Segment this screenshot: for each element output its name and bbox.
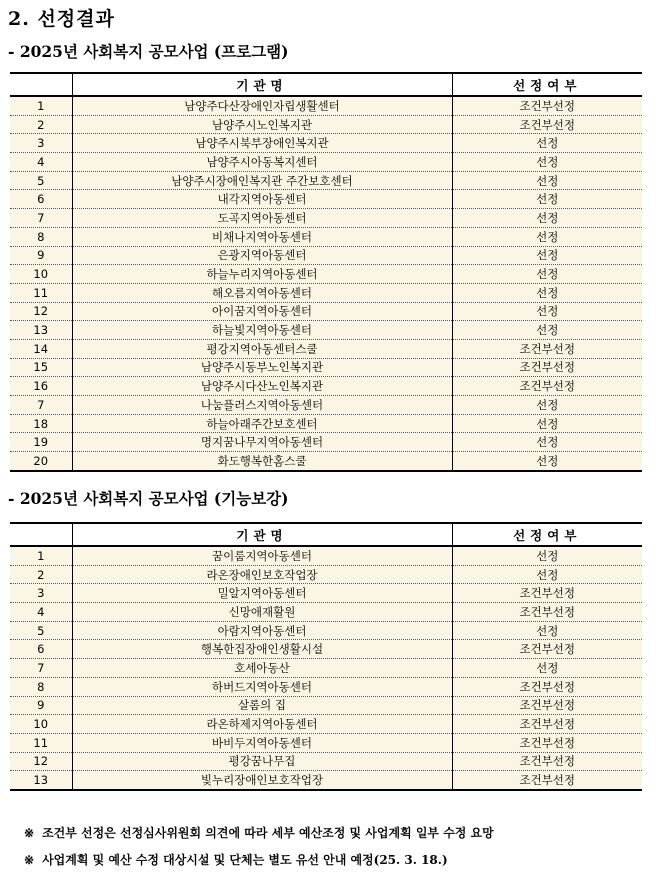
table-row: [10, 171, 642, 190]
table-row: [10, 396, 642, 415]
institution-name: 꿈이룸지역아동센터: [72, 546, 452, 565]
selection-result: 조건부선정: [452, 584, 642, 603]
table-row: [10, 565, 642, 584]
institution-name: 바비두지역아동센터: [72, 733, 452, 752]
row-number: 3: [10, 584, 72, 603]
row-number: 1: [10, 96, 72, 115]
institution-name: 내각지역아동센터: [72, 190, 452, 209]
selection-result: 선정: [452, 396, 642, 415]
table-row: [10, 733, 642, 752]
notes: [24, 820, 494, 874]
header-selection-result: 선정여부: [452, 73, 642, 96]
selection-result: 조건부선정: [452, 96, 642, 115]
institution-name: 라온장애인보호작업장: [72, 565, 452, 584]
row-number: 19: [10, 433, 72, 452]
table-row: [10, 696, 642, 715]
row-number: 8: [10, 227, 72, 246]
header-number: [10, 73, 72, 96]
table-row: [10, 752, 642, 771]
note-mark: ※: [24, 826, 35, 840]
row-number: 2: [10, 115, 72, 134]
table-row: [10, 603, 642, 622]
row-number: 15: [10, 358, 72, 377]
selection-result: 조건부선정: [452, 715, 642, 734]
table-row: [10, 96, 642, 115]
row-number: 18: [10, 414, 72, 433]
institution-name: 라온하제지역아동센터: [72, 715, 452, 734]
section-subtitle-facility: - 2025년 사회복지 공모사업 (기능보강): [8, 489, 289, 508]
selection-result: 선정: [452, 153, 642, 172]
selection-result: 조건부선정: [452, 677, 642, 696]
institution-name: 나눔플러스지역아동센터: [72, 396, 452, 415]
selection-result: 조건부선정: [452, 733, 642, 752]
row-number: 13: [10, 771, 72, 790]
row-number: 20: [10, 452, 72, 471]
selection-result: 선정: [452, 209, 642, 228]
note-line: [24, 820, 494, 847]
institution-name: 화도행복한홈스쿨: [72, 452, 452, 471]
selection-result: 조건부선정: [452, 771, 642, 790]
table-row: [10, 321, 642, 340]
institution-name: 남양주시장애인복지관 주간보호센터: [72, 171, 452, 190]
institution-name: 하버드지역아동센터: [72, 677, 452, 696]
row-number: 7: [10, 659, 72, 678]
institution-name: 평강꿈나무집: [72, 752, 452, 771]
institution-name: 남양주시북부장애인복지관: [72, 134, 452, 153]
row-number: 9: [10, 696, 72, 715]
institution-name: 해오름지역아동센터: [72, 283, 452, 302]
table-row: [10, 546, 642, 565]
row-number: 11: [10, 283, 72, 302]
institution-name: 신망애재활원: [72, 603, 452, 622]
selection-result: 선정: [452, 546, 642, 565]
table-row: [10, 452, 642, 471]
row-number: 13: [10, 321, 72, 340]
row-number: 10: [10, 715, 72, 734]
table-header-row: [10, 523, 642, 546]
institution-name: 빛누리장애인보호작업장: [72, 771, 452, 790]
table-row: [10, 771, 642, 790]
note-mark: ※: [24, 853, 35, 867]
selection-result: 조건부선정: [452, 752, 642, 771]
row-number: 14: [10, 339, 72, 358]
institution-name: 살롬의 집: [72, 696, 452, 715]
institution-name: 밀알지역아동센터: [72, 584, 452, 603]
table-header-row: [10, 73, 642, 96]
selection-result: 선정: [452, 190, 642, 209]
institution-name: 행복한집장애인생활시설: [72, 640, 452, 659]
row-number: 4: [10, 153, 72, 172]
institution-name: 아람지역아동센터: [72, 621, 452, 640]
selection-result: 선정: [452, 227, 642, 246]
row-number: 7: [10, 209, 72, 228]
row-number: 11: [10, 733, 72, 752]
table-row: [10, 358, 642, 377]
table-row: [10, 414, 642, 433]
result-table-program: [10, 72, 642, 472]
table-row: [10, 677, 642, 696]
row-number: 7: [10, 396, 72, 415]
selection-result: 선정: [452, 659, 642, 678]
table-row: [10, 715, 642, 734]
table-row: [10, 302, 642, 321]
institution-name: 호세아동산: [72, 659, 452, 678]
section-subtitle-program: - 2025년 사회복지 공모사업 (프로그램): [8, 42, 289, 61]
selection-result: 선정: [452, 265, 642, 284]
institution-name: 남양주시아동복지센터: [72, 153, 452, 172]
institution-name: 남양주시노인복지관: [72, 115, 452, 134]
table-row: [10, 584, 642, 603]
row-number: 5: [10, 171, 72, 190]
selection-result: 선정: [452, 621, 642, 640]
institution-name: 명지꿈나무지역아동센터: [72, 433, 452, 452]
row-number: 2: [10, 565, 72, 584]
row-number: 12: [10, 302, 72, 321]
selection-result: 선정: [452, 321, 642, 340]
header-institution-name: 기관명: [72, 73, 452, 96]
row-number: 6: [10, 640, 72, 659]
selection-result: 조건부선정: [452, 339, 642, 358]
institution-name: 하늘빛지역아동센터: [72, 321, 452, 340]
selection-result: 조건부선정: [452, 696, 642, 715]
institution-name: 남양주다산장애인자립생활센터: [72, 96, 452, 115]
row-number: 3: [10, 134, 72, 153]
table-row: [10, 190, 642, 209]
header-institution-name: 기관명: [72, 523, 452, 546]
selection-result: 조건부선정: [452, 358, 642, 377]
page-title: 2. 선정결과: [8, 8, 115, 30]
table-row: [10, 377, 642, 396]
table-row: [10, 640, 642, 659]
row-number: 6: [10, 190, 72, 209]
header-number: [10, 523, 72, 546]
selection-result: 조건부선정: [452, 603, 642, 622]
institution-name: 아이꿈지역아동센터: [72, 302, 452, 321]
table-row: [10, 209, 642, 228]
selection-result: 조건부선정: [452, 115, 642, 134]
institution-name: 하늘누리지역아동센터: [72, 265, 452, 284]
note-line: [24, 847, 494, 874]
table-row: [10, 339, 642, 358]
note-text: 사업계획 및 예산 수정 대상시설 및 단체는 별도 유선 안내 예정(25. 3. 18.): [42, 853, 448, 867]
institution-name: 비채나지역아동센터: [72, 227, 452, 246]
institution-name: 평강지역아동센터스쿨: [72, 339, 452, 358]
row-number: 9: [10, 246, 72, 265]
institution-name: 남양주시동부노인복지관: [72, 358, 452, 377]
table-row: [10, 433, 642, 452]
selection-result: 조건부선정: [452, 640, 642, 659]
row-number: 5: [10, 621, 72, 640]
row-number: 16: [10, 377, 72, 396]
row-number: 8: [10, 677, 72, 696]
result-table-facility: [10, 522, 642, 791]
note-text: 조건부 선정은 선정심사위원회 의견에 따라 세부 예산조정 및 사업계획 일부 수정 요망: [42, 826, 494, 840]
selection-result: 선정: [452, 433, 642, 452]
selection-result: 조건부선정: [452, 377, 642, 396]
selection-result: 선정: [452, 414, 642, 433]
table-row: [10, 227, 642, 246]
table-row: [10, 115, 642, 134]
selection-result: 선정: [452, 452, 642, 471]
table-row: [10, 621, 642, 640]
institution-name: 도곡지역아동센터: [72, 209, 452, 228]
row-number: 1: [10, 546, 72, 565]
table-row: [10, 659, 642, 678]
selection-result: 선정: [452, 134, 642, 153]
row-number: 10: [10, 265, 72, 284]
institution-name: 하늘아래주간보호센터: [72, 414, 452, 433]
selection-result: 선정: [452, 302, 642, 321]
selection-result: 선정: [452, 283, 642, 302]
row-number: 12: [10, 752, 72, 771]
table-row: [10, 246, 642, 265]
header-selection-result: 선정여부: [452, 523, 642, 546]
table-row: [10, 134, 642, 153]
row-number: 4: [10, 603, 72, 622]
selection-result: 선정: [452, 171, 642, 190]
institution-name: 은광지역아동센터: [72, 246, 452, 265]
table-row: [10, 265, 642, 284]
selection-result: 선정: [452, 565, 642, 584]
institution-name: 남양주시다산노인복지관: [72, 377, 452, 396]
table-row: [10, 283, 642, 302]
selection-result: 선정: [452, 246, 642, 265]
table-row: [10, 153, 642, 172]
